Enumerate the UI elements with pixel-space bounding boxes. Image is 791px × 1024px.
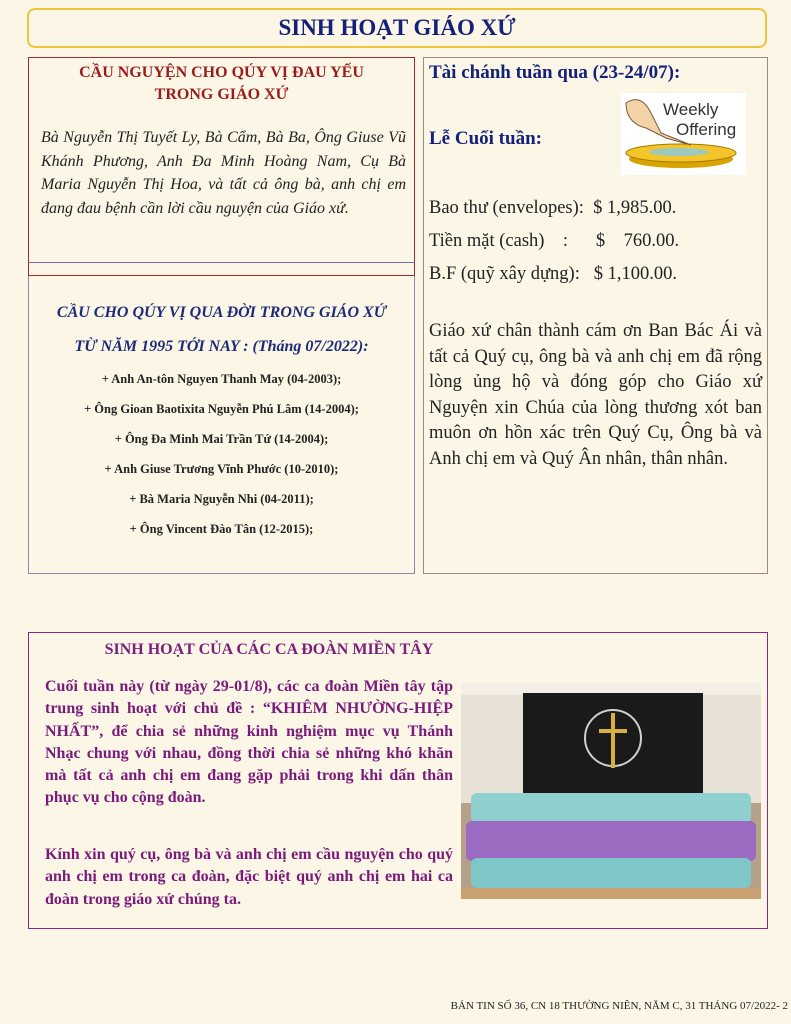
choir-title: SINH HOẠT CỦA CÁC CA ĐOÀN MIỀN TÂY (104, 641, 434, 658)
choir-group-photo (461, 683, 761, 899)
title-line: CẦU NGUYỆN CHO QÚY VỊ ĐAU YẾU (79, 64, 364, 81)
image-text: Offering (676, 120, 737, 139)
finance-section (423, 57, 768, 574)
page-title: SINH HOẠT GIÁO XỨ (27, 8, 767, 48)
weekend-mass-heading: Lễ Cuối tuần: (429, 128, 542, 149)
page-footer: BẢN TIN SỐ 36, CN 18 THƯỜNG NIÊN, NĂM C, 31 THÁNG 07/2022- 2 (450, 1000, 788, 1012)
deceased-item: + Ông Vincent Đào Tân (12-2015); (129, 522, 314, 536)
weekly-offering-image (621, 93, 746, 175)
finance-thanks: Giáo xứ chân thành cám ơn Ban Bác Ái và tất cả Quý cụ, ông bà và anh chị em đã rộng lòng ủng hộ và đóng góp cho Giáo xứ Nguyện xin Chúa của lòng thương xót ban muôn ơn hồn xác trên Quý Cụ, Ông bà và Anh chị em và Quý Ân nhân, thân nhân. (429, 321, 762, 469)
deceased-item: + Anh An-tôn Nguyen Thanh May (04-2003); (101, 372, 342, 386)
deceased-item: + Ông Gioan Baotixita Nguyễn Phú Lâm (14-2004); (84, 402, 359, 416)
deceased-heading: CẦU CHO QÚY VỊ QUA ĐỜI TRONG GIÁO XỨ (56, 304, 387, 321)
deceased-section (28, 276, 415, 574)
deceased-item: + Anh Giuse Trương Vĩnh Phước (10-2010); (104, 462, 339, 476)
finance-building-fund: B.F (quỹ xây dựng): $ 1,100.00. (429, 264, 677, 284)
choir-paragraph: Cuối tuần này (từ ngày 29-01/8), các ca đoàn Miền tây tập trung sinh hoạt với chủ đề : “KHIÊM NHƯỜNG-HIỆP NHẤT”, để chia sẻ những kinh nghiệm mục vụ Thánh Nhạc chung với nhau, đồng thời chia sẻ những khó khăn mà tất cả anh chị em đang gặp phải trong khi dấn thân phục vụ cho cộng đoàn. (45, 678, 453, 807)
deceased-item: + Bà Maria Nguyễn Nhi (04-2011); (129, 492, 314, 506)
choir-section (28, 632, 768, 929)
section-divider (28, 262, 415, 276)
finance-heading: Tài chánh tuần qua (23-24/07): (429, 62, 681, 83)
image-text: Weekly (663, 100, 719, 119)
deceased-subheading: TỪ NĂM 1995 TỚI NAY : (Tháng 07/2022): (74, 338, 369, 355)
sick-prayer-section (28, 57, 415, 263)
sick-prayer-title (37, 62, 406, 106)
finance-cash: Tiền mặt (cash) : $ 760.00. (429, 231, 680, 251)
title-line: TRONG GIÁO XỨ (154, 86, 289, 103)
sick-prayer-text: Bà Nguyễn Thị Tuyết Ly, Bà Cẩm, Bà Ba, Ông Giuse Vũ Khánh Phương, Anh Đa Minh Hoàng Nam, Cụ Bà Maria Nguyễn Thị Hoa, và tất cả ông bà, anh chị em đang đau bệnh cần lời cầu nguyện của Giáo xứ. (41, 129, 406, 217)
choir-paragraph: Kính xin quý cụ, ông bà và anh chị em cầu nguyện cho quý anh chị em trong ca đoàn, đặc biệt quý anh chị em hai ca đoàn trong giáo xứ chúng ta. (45, 846, 453, 908)
deceased-item: + Ông Đa Minh Mai Trần Tứ (14-2004); (114, 432, 329, 446)
finance-envelopes: Bao thư (envelopes): $ 1,985.00. (429, 198, 677, 218)
